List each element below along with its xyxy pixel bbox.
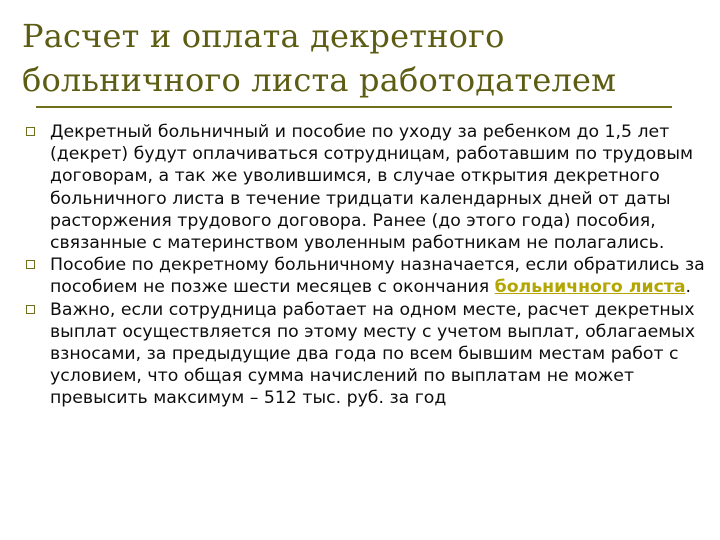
bullet-list: [24, 121, 714, 410]
sick-leave-link[interactable]: больничного листа: [494, 277, 686, 298]
slide-title: Расчет и оплата декретного больничного листа работодателем: [22, 17, 617, 99]
list-item: [24, 121, 714, 254]
title-divider: [36, 106, 672, 108]
bullet-text-end: .: [685, 277, 692, 298]
bullet-text: Важно, если сотрудница работает на одном месте, расчет декретных выплат осуществляется по этому месту с учетом выплат, облагаемых взносами, за предыдущие два года по всем бывшим местам работ с условием, что общая сумма начислений по выплатам не может превысить максимум – 512 тыс. руб. за год: [50, 299, 696, 409]
hollow-square-bullet-icon: [26, 305, 35, 314]
bullet-text: Декретный больничный и пособие по уходу за ребенком до 1,5 лет (декрет) будут оплачиваться сотрудницам, работавшим по трудовым договорам, а так же уволившимся, в случае открытия декретного больничного листа в течение тридцати календарных дней от даты расторжения трудового договора. Ранее (до этого года) пособия, связанные с материнством уволенным работникам не полагались.: [50, 122, 694, 254]
hollow-square-bullet-icon: [26, 127, 35, 136]
bullet-text: Пособие по декретному больничному назначается, если обратились за пособием не позже шести месяцев с окончания: [50, 255, 705, 298]
list-item: [24, 254, 714, 298]
list-item: [24, 299, 714, 410]
hollow-square-bullet-icon: [26, 260, 35, 269]
